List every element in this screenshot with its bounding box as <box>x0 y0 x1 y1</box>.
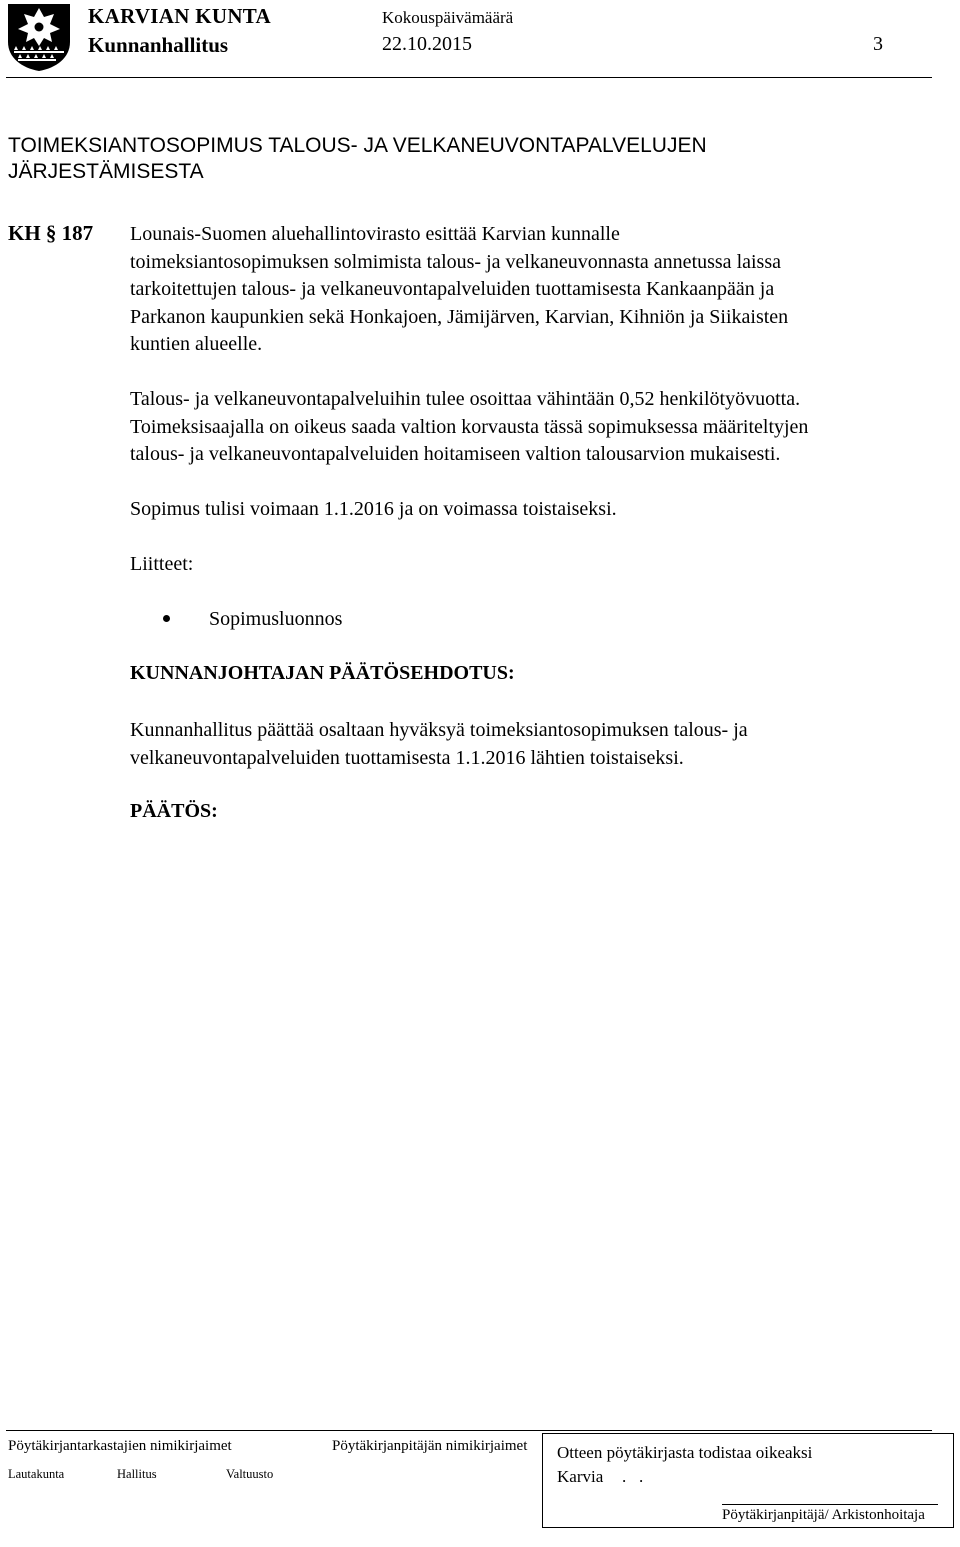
meeting-date-label: Kokouspäivämäärä <box>382 8 514 27</box>
bullet-icon <box>163 615 170 622</box>
proposal-paragraph <box>130 717 748 772</box>
certification-date: . . <box>622 1467 644 1486</box>
body-lautakunta: Lautakunta <box>8 1467 65 1481</box>
document-title <box>8 133 928 185</box>
page-number: 3 <box>873 33 883 55</box>
board-name: Kunnanhallitus <box>88 33 229 57</box>
body-valtuusto: Valtuusto <box>226 1467 274 1481</box>
text-line: tarkoitettujen talous- ja velkaneuvontapalveluiden tuottamisesta Kankaanpään ja <box>130 278 775 300</box>
organization-name: KARVIAN KUNTA <box>88 4 272 28</box>
text-line: talous- ja velkaneuvontapalveluiden hoitamiseen valtion talousarvion mukaisesti. <box>130 443 781 465</box>
intro-paragraph <box>130 221 788 359</box>
signature-caption: Pöytäkirjanpitäjä/ Arkistonhoitaja <box>722 1507 925 1523</box>
title-line: JÄRJESTÄMISESTA <box>8 160 204 183</box>
header-divider <box>6 77 932 78</box>
text-line: Kunnanhallitus päättää osaltaan hyväksyä toimeksiantosopimuksen talous- ja <box>130 719 748 741</box>
footer-divider <box>6 1430 932 1431</box>
section-code: KH § 187 <box>8 221 94 245</box>
text-line: Parkanon kaupunkien sekä Honkajoen, Jämijärven, Karvian, Kihniön ja Siikaisten <box>130 305 789 328</box>
proposal-heading: KUNNANJOHTAJAN PÄÄTÖSEHDOTUS: <box>130 662 515 684</box>
reviewers-initials-label: Pöytäkirjantarkastajien nimikirjaimet <box>8 1438 232 1454</box>
text-line: Toimeksisaajalla on oikeus saada valtion korvausta tässä sopimuksessa määriteltyjen <box>130 415 809 438</box>
attachment-item: Sopimusluonnos <box>209 608 343 630</box>
text-line: velkaneuvontapalveluiden tuottamisesta 1.1.2016 lähtien toistaiseksi. <box>130 746 684 769</box>
text-line: Lounais-Suomen aluehallintovirasto esittää Karvian kunnalle <box>130 223 620 245</box>
meeting-date: 22.10.2015 <box>382 33 472 55</box>
certification-text: Otteen pöytäkirjasta todistaa oikeaksi <box>557 1443 813 1462</box>
text-line: Talous- ja velkaneuvontapalveluihin tulee osoittaa vähintään 0,52 henkilötyövuotta. <box>130 388 801 410</box>
text-line: toimeksiantosopimuksen solmimista talous- ja velkaneuvonnasta annetussa laissa <box>130 250 781 273</box>
signature-line <box>722 1504 938 1505</box>
effective-date-text: Sopimus tulisi voimaan 1.1.2016 ja on voimassa toistaiseksi. <box>130 498 617 520</box>
title-line: TOIMEKSIANTOSOPIMUS TALOUS- JA VELKANEUVONTAPALVELUJEN <box>8 134 707 157</box>
body-paragraph <box>130 386 808 469</box>
text-line: kuntien alueelle. <box>130 333 263 355</box>
municipal-coat-of-arms-icon <box>6 2 72 72</box>
decision-heading: PÄÄTÖS: <box>130 800 218 822</box>
body-hallitus: Hallitus <box>117 1467 157 1481</box>
certification-place: Karvia <box>557 1467 604 1486</box>
secretary-initials-label: Pöytäkirjanpitäjän nimikirjaimet <box>332 1438 528 1454</box>
attachments-label: Liitteet: <box>130 553 194 575</box>
